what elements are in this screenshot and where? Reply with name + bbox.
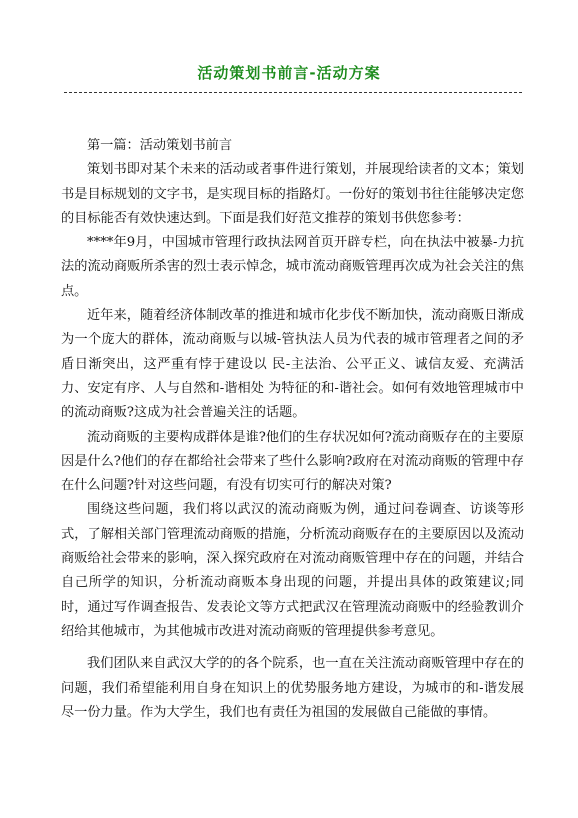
section-heading: 第一篇：活动策划书前言 [87,138,233,153]
document-body [61,134,524,725]
title-divider [64,92,522,93]
paragraph: 围绕这些问题，我们将以武汉的流动商贩为例，通过问卷调查、访谈等形式，了解相关部门管理流动商贩的措施，分析流动商贩存在的主要原因以及流动商贩给社会带来的影响，深入探究政府在对流动商贩管理中存在的问题，并结合自己所学的知识，分析流动商贩本身出现的问题，并提出具体的政策建议;同时，通过写作调查报告、发表论文等方式把武汉在管理流动商贩中的经验教训介绍给其他城市，为其他城市改进对流动商贩的管理提供参考意见。 [61,502,524,639]
paragraph: 我们团队来自武汉大学的的各个院系，也一直在关注流动商贩管理中存在的问题，我们希望能利用自身在知识上的优势服务地方建设，为城市的和-谐发展尽一份力量。作为大学生，我们也有责任为祖国的发展做自己能做的事情。 [61,656,524,720]
paragraph: 策划书即对某个未来的活动或者事件进行策划，并展现给读者的文本；策划书是目标规划的文字书，是实现目标的指路灯。一份好的策划书往往能够决定您的目标能否有效快速达到。下面是我们好范文推荐的策划书供您参考： [61,162,524,226]
page-title: 活动策划书前言-活动方案 [197,64,381,82]
paragraph: 流动商贩的主要构成群体是谁?他们的生存状况如何?流动商贩存在的主要原因是什么?他们的存在都给社会带来了些什么影响?政府在对流动商贩的管理中存在什么问题?针对这些问题，有没有切实可行的解决对策? [61,429,524,494]
paragraph: ****年9月，中国城市管理行政执法网首页开辟专栏，向在执法中被暴-力抗法的流动商贩所杀害的烈士表示悼念，城市流动商贩管理再次成为社会关注的焦点。 [61,235,524,299]
paragraph: 近年来，随着经济体制改革的推进和城市化步伐不断加快，流动商贩日渐成为一个庞大的群体，流动商贩与以城-管执法人员为代表的城市管理者之间的矛盾日渐突出，这严重有悖于建设以 民-主法治、公平正义、诚信友爱、充满活力、安定有序、人与自然和-谐相处 为特征的和-谐社会。如何有效地管理城市中的流动商贩?这成为社会普遍关注的话题。 [61,308,524,421]
